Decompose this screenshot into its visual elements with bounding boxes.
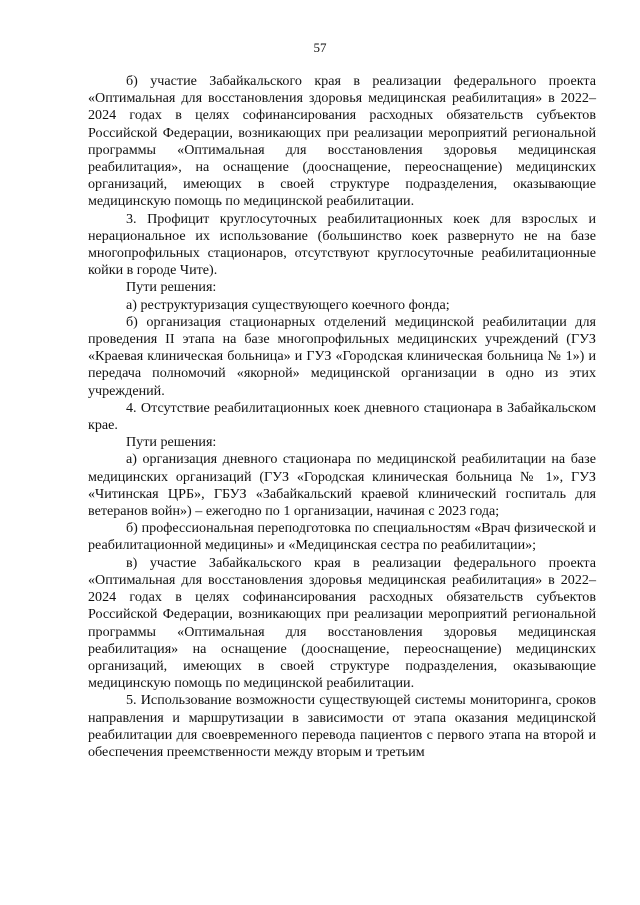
paragraph-solution-b: б) организация стационарных отделений медицинской реабилитации для проведения II этапа на базе многопрофильных медицинских учреждений (ГУЗ «Краевая клиническая больница» и ГУЗ «Городская клиническая больница № 1») и передача полномочий «якорной» медицинской организации в одно из этих учреждений.: [88, 313, 596, 399]
paragraph-participation-project-b: б) участие Забайкальского края в реализации федерального проекта «Оптимальная для восстановления здоровья медицинская реабилитация» в 2022–2024 годах в целях софинансирования расходных обязательств субъектов Российской Федерации, возникающих при реализации мероприятий региональной программы «Оптимальная для восстановления здоровья медицинская реабилитация», на оснащение (дооснащение, переоснащение) медицинских организаций, имеющих в своей структуре подразделения, оказывающие медицинскую помощь по медицинской реабилитации.: [88, 73, 596, 210]
paragraph-item-3: 3. Профицит круглосуточных реабилитационных коек для взрослых и нерациональное их использование (большинство коек развернуто не на базе многопрофильных стационаров, отсутствуют круглосуточные реабилитационные койки в городе Чите).: [88, 210, 596, 279]
paragraph-item-5: 5. Использование возможности существующей системы мониторинга, сроков направления и маршрутизации в зависимости от этапа оказания медицинской реабилитации для своевременного перевода пациентов с первого этапа на второй и обеспечения преемственности между вторым и третьим: [88, 692, 596, 760]
paragraph-solutions-heading: Пути решения:: [126, 434, 217, 451]
page-number: 57: [313, 40, 327, 55]
paragraph-solution-b: б) профессиональная переподготовка по специальностям «Врач физической и реабилитационной медицины» и «Медицинская сестра по реабилитации»;: [88, 520, 596, 554]
paragraph-item-4: 4. Отсутствие реабилитационных коек дневного стационара в Забайкальском крае.: [88, 399, 596, 434]
paragraph-solutions-heading: Пути решения:: [126, 279, 217, 296]
paragraph-solution-a: а) реструктуризация существующего коечного фонда;: [126, 296, 450, 313]
paragraph-solution-v: в) участие Забайкальского края в реализации федерального проекта «Оптимальная для восстановления здоровья медицинская реабилитация» в 2022–2024 годах в целях софинансирования расходных обязательств субъектов Российской Федерации, возникающих при реализации мероприятий региональной программы «Оптимальная для восстановления здоровья медицинская реабилитация» на оснащение (дооснащение, переоснащение) медицинских организаций, имеющих в своей структуре подразделения, оказывающие медицинскую помощь по медицинской реабилитации.: [88, 554, 596, 692]
paragraph-solution-a: а) организация дневного стационара по медицинской реабилитации на базе медицинских организаций (ГУЗ «Городская клиническая больница № 1», ГУЗ «Читинская ЦРБ», ГБУЗ «Забайкальский краевой клинический госпиталь для ветеранов войн») – ежегодно по 1 организации, начиная с 2023 года;: [88, 451, 596, 520]
document-body: [88, 73, 596, 761]
